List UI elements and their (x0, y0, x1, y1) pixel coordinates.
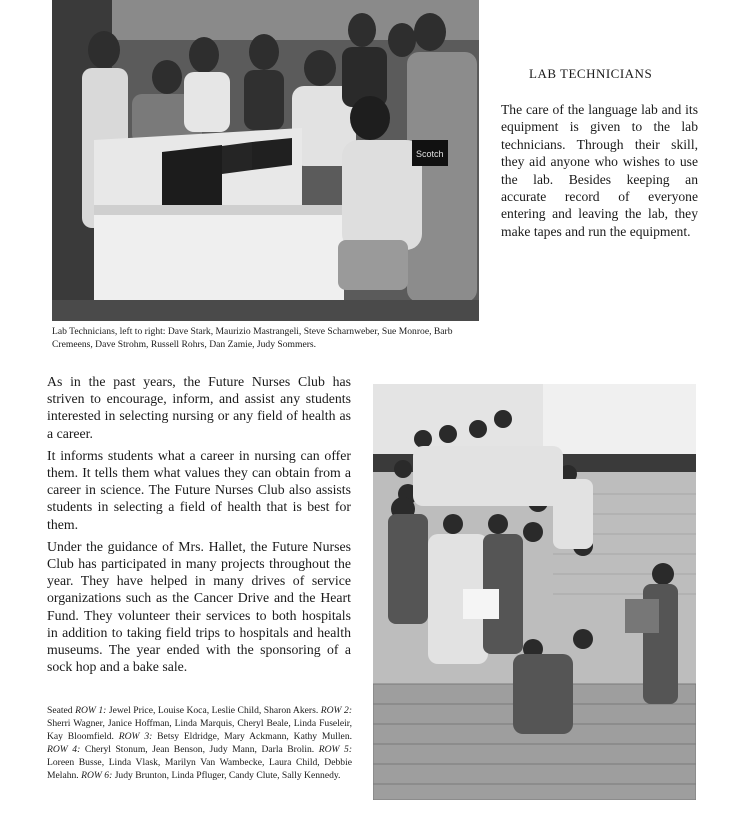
caption-row-5-names: Loreen Busse, Linda Vlask, Marilyn Van Wambecke, Laura Child, Debbie Melahn. (47, 757, 352, 781)
caption-seated-label: Seated (47, 705, 73, 716)
lab-technicians-photo (52, 0, 479, 321)
nurses-paragraph-2: It informs students what a career in nursing can offer them. It tells them what values they can obtain from a career in science. The Future Nurses Club also assists students in selecting a field of health that is best for them. (47, 447, 351, 532)
caption-row-2-names: Sherri Wagner, Janice Hoffman, Linda Marquis, Cheryl Beale, Linda Fuseleir, Kay Bloomfield. (47, 718, 352, 742)
future-nurses-article (47, 373, 351, 680)
caption-row-5-label: ROW 5: (318, 744, 353, 755)
caption-row-4-names: Cheryl Stonum, Jean Benson, Judy Mann, Darla Brolin. (84, 744, 315, 755)
lab-technicians-heading: LAB TECHNICIANS (529, 66, 653, 81)
caption-row-4-label: ROW 4: (47, 744, 81, 755)
caption-row-3-names: Betsy Eldridge, Mary Ackmann, Kathy Mullen. (157, 731, 353, 742)
caption-row-6-names: Judy Brunton, Linda Pfluger, Candy Clute, Sally Kennedy. (114, 770, 341, 781)
lab-technicians-caption: Lab Technicians, left to right: Dave Stark, Maurizio Mastrangeli, Steve Scharnweber, Sue Monroe, Barb Cremeens, Dave Strohm, Russell Rohrs, Dan Zamie, Judy Sommers. (52, 326, 453, 350)
nurses-paragraph-3: Under the guidance of Mrs. Hallet, the Future Nurses Club has participated in many projects throughout the year. They have helped in many drives of service organizations such as the Cancer Drive and the Heart Fund. They volunteer their services to both hospitals in addition to taking field trips to hospitals and health museums. The year ended with the sponsoring of a sock hop and a bake sale. (47, 538, 351, 675)
caption-row-6-label: ROW 6: (81, 770, 113, 781)
nurses-paragraph-1: As in the past years, the Future Nurses Club has striven to encourage, inform, and assist any students interested in selecting nursing or any field of health as a career. (47, 374, 351, 441)
caption-row-1-label: ROW 1: (75, 705, 107, 716)
scotch-tape-label: Scotch (416, 149, 444, 159)
caption-row-3-label: ROW 3: (118, 731, 153, 742)
lab-technicians-body: The care of the language lab and its equipment is given to the lab technicians. Through their skill, they aid anyone who wishes to use the lab. Besides keeping an accurate record of everyone entering and leaving the lab, they make tapes and run the equipment. (501, 102, 698, 239)
caption-row-1-names: Jewel Price, Louise Koca, Leslie Child, Sharon Akers. (108, 705, 319, 716)
future-nurses-photo (373, 384, 696, 800)
caption-row-2-label: ROW 2: (320, 705, 353, 716)
future-nurses-caption (47, 704, 352, 782)
